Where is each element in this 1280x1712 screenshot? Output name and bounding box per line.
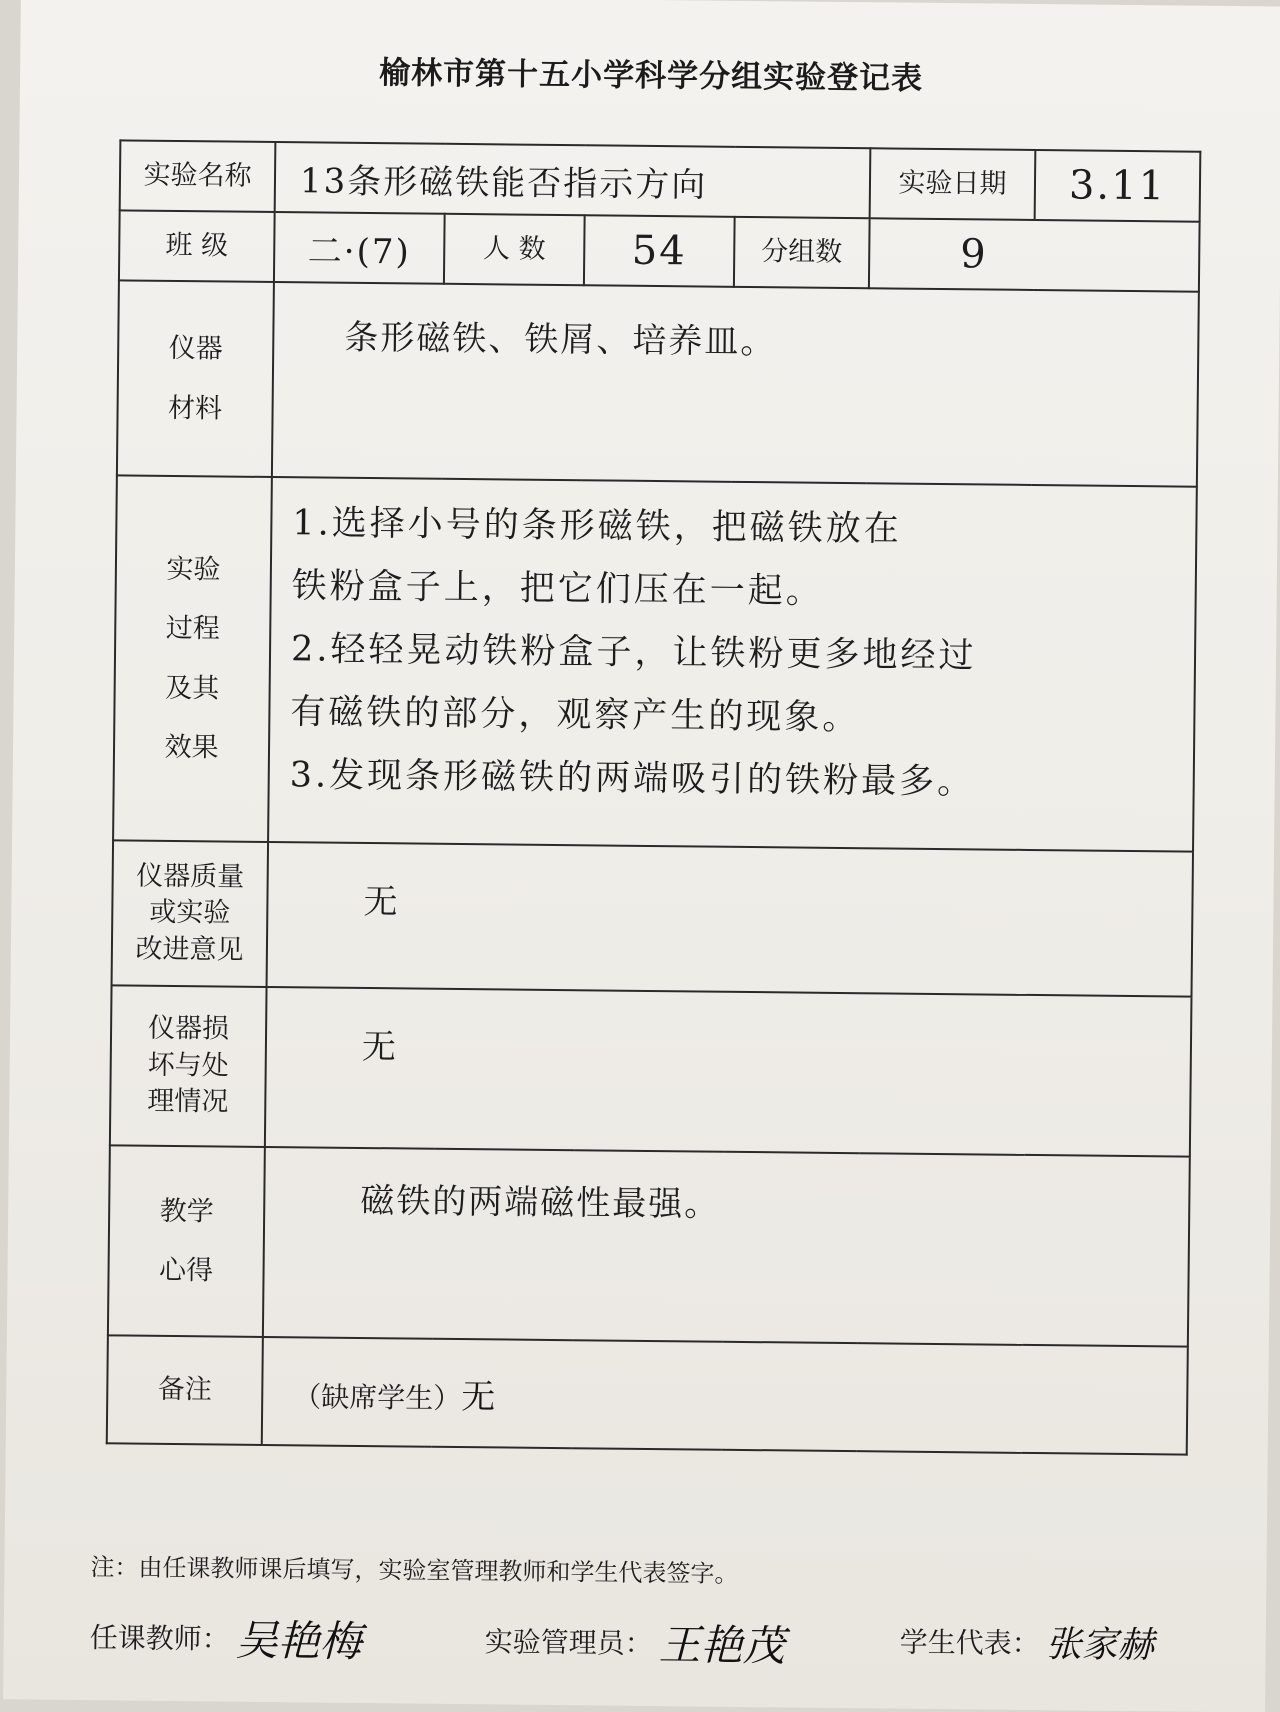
- row-materials: [117, 280, 1199, 486]
- process-label-line3: 及其: [165, 672, 220, 704]
- process-label: [113, 475, 272, 842]
- row-process: [113, 475, 1197, 851]
- remarks-prefix: （缺席学生）: [293, 1379, 462, 1415]
- teacher-signature: [89, 1606, 362, 1669]
- process-line-3: 2.轻轻晃动铁粉盒子，让铁粉更多地经过: [290, 629, 977, 677]
- insight-label: [108, 1145, 265, 1337]
- groups-label: 分组数: [734, 217, 870, 288]
- materials-label-line2: 材料: [167, 392, 223, 424]
- process-label-line2: 过程: [165, 613, 220, 645]
- count-value: 54: [584, 215, 735, 287]
- process-line-4: 有磁铁的部分，观察产生的现象。: [290, 692, 861, 739]
- remarks-value: [262, 1337, 1188, 1455]
- teacher-label: 任课教师：: [89, 1621, 230, 1656]
- experiment-name-value: 13条形磁铁能否指示方向: [275, 142, 871, 218]
- form-title: 榆林市第十五小学科学分组实验登记表: [378, 55, 924, 97]
- quality-label: [112, 840, 269, 987]
- insight-value: 磁铁的两端磁性最强。: [263, 1147, 1190, 1347]
- student-signature: [899, 1615, 1154, 1669]
- experiment-date-label: 实验日期: [870, 148, 1036, 220]
- row-quality: [112, 840, 1193, 996]
- quality-label-line3: 改进意见: [135, 933, 244, 966]
- remarks-label: 备注: [107, 1335, 263, 1445]
- quality-label-line1: 仪器质量: [136, 860, 245, 893]
- insight-label-line2: 心得: [158, 1254, 214, 1287]
- quality-value: 无: [267, 842, 1193, 997]
- insight-label-line1: 教学: [159, 1195, 214, 1228]
- row-damage: [110, 985, 1192, 1156]
- admin-signature: [484, 1610, 785, 1673]
- class-label: 班 级: [119, 210, 275, 282]
- quality-label-line2: 或实验: [149, 897, 231, 929]
- registration-table: [106, 139, 1202, 1455]
- damage-value: 无: [265, 987, 1192, 1157]
- damage-label-line1: 仪器损: [147, 1013, 230, 1045]
- student-label: 学生代表：: [899, 1625, 1040, 1660]
- experiment-name-label: 实验名称: [120, 140, 276, 212]
- admin-label: 实验管理员：: [484, 1625, 653, 1661]
- damage-label: [110, 985, 267, 1147]
- count-label: 人 数: [444, 214, 585, 285]
- admin-value: 王艳茂: [658, 1620, 785, 1671]
- footer-note: 注：由任课教师课后填写，实验室管理教师和学生代表签字。: [90, 1553, 739, 1588]
- process-line-1: 1.选择小号的条形磁铁，把磁铁放在: [292, 503, 902, 550]
- student-value: 张家赫: [1045, 1624, 1154, 1667]
- form-paper: [3, 0, 1280, 1712]
- row-experiment-name: [120, 140, 1201, 221]
- teacher-value: 吴艳梅: [235, 1615, 362, 1667]
- process-line-5: 3.发现条形磁铁的两端吸引的铁粉最多。: [289, 755, 976, 803]
- class-value: 二·(7): [274, 212, 445, 284]
- remarks-absent-value: 无: [461, 1376, 498, 1417]
- signature-row: [89, 1606, 1210, 1698]
- process-label-line1: 实验: [166, 553, 221, 586]
- row-insight: [108, 1145, 1190, 1346]
- process-line-2: 铁粉盒子上，把它们压在一起。: [291, 566, 824, 612]
- damage-label-line2: 坏与处: [147, 1049, 229, 1082]
- process-value: [268, 477, 1197, 852]
- materials-label-line1: 仪器: [168, 333, 223, 365]
- row-class: [119, 210, 1200, 291]
- row-remarks: [107, 1335, 1188, 1454]
- damage-label-line3: 理情况: [147, 1085, 229, 1118]
- materials-label: [117, 280, 274, 477]
- experiment-date-value: 3.11: [1035, 150, 1201, 222]
- materials-value: 条形磁铁、铁屑、培养皿。: [272, 282, 1199, 487]
- process-label-line4: 效果: [164, 731, 219, 764]
- groups-value: 9: [869, 218, 1200, 291]
